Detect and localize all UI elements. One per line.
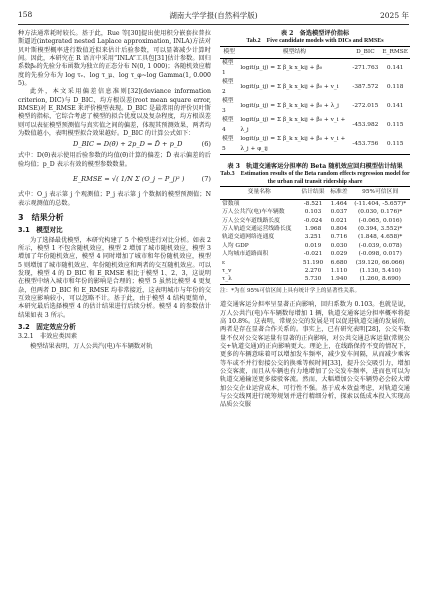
equation-body: E_RMSE = √( 1/N Σ (O_j − P_j)² ) — [73, 175, 185, 184]
paragraph: 为了选择最优模型，本研究构建了 5 个模型进行对比分析。如表 2 所示，模型 1 不包含随机效应，模型 2 增加了城市随机效应，模型 3 增加了年份随机效应，模型 4 同时增加了城市和年份随机效应，模型 5 则增加了城市随机效应、年份随机效应和两者的交互随机效应。可以发现，模型 4 的 D_BIC 和 E_RMSE 相比于模型 1、2、3，这说明在模型中纳入城市和年份的影响是合理的；模型 5 虽然比模型 4 更复杂，但两者 D_BIC 和 E_RMSE 均非常接近，这表明城市与年份的交互效应影响较小，可以忽略不计。基于此，由于模型 4 结构更简单，本研究最后选择模型 4 的估计结果进行后续分析。模型 4 的参数估计结果如表 3 所示。 — [18, 236, 211, 319]
page-number: 158 — [18, 10, 33, 19]
table-cell: 0.804 — [330, 226, 348, 232]
table-header: 模型结构 — [238, 46, 350, 59]
table-cell: logit(μ_ij) = Σ β_k x_kij + β₀ + λ_j — [240, 102, 339, 109]
table-cell: logit(μ_ij) = Σ β_k x_kij + β₀ + v_i — [240, 83, 339, 90]
table3-caption: 表 3 轨道交通客运分担率的 Beta 随机效应回归模型估计结果 — [227, 163, 403, 171]
table-cell: 模型 1 — [222, 60, 234, 76]
table-cell: 0.118 — [386, 83, 404, 90]
equation-7 — [18, 169, 211, 191]
table-header: D_BIC — [350, 46, 380, 59]
table-cell: (0.394, 3.552)* — [358, 226, 403, 232]
table-header: E_RMSE — [380, 46, 410, 59]
table-cell: 模型 5 — [220, 135, 238, 155]
table-header: 标准差 — [328, 187, 351, 200]
table-cell: 5.730 — [298, 275, 327, 284]
table-row — [220, 275, 410, 284]
table-cell: 0.141 — [386, 64, 404, 71]
table-row — [220, 225, 410, 233]
table-cell: (39.120, 66.066) — [355, 259, 405, 266]
paragraph: 此外，本文采用偏差信息准则[32](deviance information criterion, DIC)与 D_BIC、均方根误差(root mean square error, RMSE)对 E_RMSE 来评价模型表现。D_BIC 是最常用的评价贝叶斯模型的指标，它综合考虑了模型的拟合优度以及复杂程度，均方根误差则可以表征模型预测值与真实值之间的偏差，体现其预测效果，两者均为数值越小，表明模型拟合效果越好。D_BIC 的计算公式如下： — [18, 88, 211, 138]
table-cell: (-0.098, 0.017) — [358, 251, 402, 258]
header-rule — [18, 24, 409, 25]
table-cell: 0.021 — [330, 217, 348, 224]
table-row — [220, 267, 410, 275]
table-cell: 0.030 — [330, 242, 348, 249]
equation-body: D_BIC = D(θ̄) + 2p_D = D̄ + p_D — [73, 140, 183, 149]
table-cell: 万人轨道交通运营线路长度 — [222, 226, 292, 232]
table-cell: -453.982 — [352, 121, 379, 128]
table-cell: 1.110 — [330, 268, 348, 275]
table2-caption: 表 2 备选模型评价指标 — [280, 30, 350, 37]
equation-number: (6) — [201, 140, 211, 149]
table-cell: 人均 GDP — [222, 242, 249, 249]
paragraph: 道交通客运分担率呈显著正向影响，回归系数为 0.103。也就是说，万人公共汽(电)车车辆数每增加 1 辆，轨道交通客运分担率概率将提高 10.8%。这表明，常规公交的发展是可以促进轨道交通的发展的，两者是存在显著合作关系的。事实上，已有研究表明[28]，公交车数量不仅对公交客运量有显著的正向影响，对公共交通总客运量(常规公交+轨道交通)的正向影响更大。理论上，在线路保持不变的情况下，更多的车辆意味着可以增加发车频率，减少发车间隔，从而减少乘客等车或不并行衔接公交的换乘等候时间[33]，提升公交吸引力，增加公交客流，而且从车辆也有力地增加了公交发车频率，进而也可以为轨道交通输送更多接驳客流。然而，大幅增加公交车辆势必会较大增加公交企业运营成本，可行性不强。基于成本效益考虑，对轨道交通与公交线网进行统筹规划并进行精细分析，探索以低成本投入实现高品质公交服 — [220, 301, 410, 409]
table-cell: -387.572 — [352, 83, 379, 90]
table-row — [220, 242, 410, 250]
table-row — [220, 259, 410, 267]
table2 — [220, 46, 410, 156]
table-cell: (1.130, 5.410) — [359, 268, 401, 275]
table3-caption-en: Tab.3 Estimation results of the Beta random effects regression model for the urban rail transit ridership share — [220, 171, 410, 185]
table-cell: -8.521 — [303, 200, 323, 207]
table-header: 变量名称 — [220, 187, 298, 200]
table-cell: 2.270 — [304, 268, 322, 275]
table-cell: 0.716 — [330, 234, 348, 241]
subsubsection-heading: 3.2.1 非效应类因素 — [18, 333, 78, 341]
table-cell: 模型 2 — [222, 79, 234, 95]
table-cell: 51.190 — [302, 259, 324, 266]
table2-caption-en: Tab.2 Five candidate models with DICs and RMSEs — [246, 38, 384, 44]
right-column — [220, 30, 410, 410]
table-cell: 0.037 — [330, 209, 348, 216]
table-cell: 模型 3 — [222, 98, 234, 114]
table-cell: 0.019 — [304, 242, 322, 249]
table-row — [220, 233, 410, 241]
table-cell: 常数项 — [222, 200, 240, 207]
table-cell: τ_v — [222, 268, 232, 275]
table-cell: -0.021 — [303, 251, 323, 258]
table-row — [220, 116, 410, 135]
table-cell: 万人公交车道线路长度 — [222, 217, 280, 224]
table-cell: logit(μ_ij) = Σ β_k x_kij + β₀ + v_i + λ_j + φ_ij — [238, 135, 350, 155]
table-cell: (-0.039, 0.078) — [358, 242, 402, 249]
journal-name: 湖南大学学报(自然科学版) — [169, 11, 258, 20]
table-row — [220, 78, 410, 97]
table-cell: -271.763 — [352, 64, 379, 71]
table-row — [220, 97, 410, 116]
table-cell: 人均城市道路面积 — [222, 251, 269, 258]
equation-number: (7) — [201, 175, 211, 184]
table-cell: 0.103 — [304, 209, 322, 216]
table-row — [220, 199, 410, 208]
table-cell: 0.141 — [386, 102, 404, 109]
table-cell: 万人公共汽(电)车车辆数 — [222, 209, 285, 216]
table-cell: 1.968 — [304, 226, 322, 232]
table-row — [220, 59, 410, 79]
subsection-heading: 3.2 固定效应分析 — [18, 322, 76, 331]
table-cell: 0.115 — [380, 135, 410, 155]
subsection-heading: 3.1 模型对比 — [18, 226, 63, 235]
table-cell: -0.024 — [303, 217, 323, 224]
table-cell: 轨道交通网络连通度 — [222, 234, 275, 241]
table-row — [220, 208, 410, 216]
table-cell: (1.848, 4.658)* — [358, 234, 403, 241]
table-cell: 3.251 — [304, 234, 322, 241]
left-column — [18, 30, 211, 351]
table-header: 估计结果 — [298, 187, 327, 200]
table-header-row — [220, 46, 410, 59]
table3 — [220, 186, 410, 285]
paragraph: 式中：D(θ̄)表示使用后验参数的均值(θ̄)计算的偏差；D̄ 表示偏差的后验均值；p_D 表示有效的模型参数数量。 — [18, 152, 211, 168]
table-cell: 1.464 — [330, 200, 348, 207]
equation-6 — [18, 138, 211, 152]
table-cell: 模型 4 — [222, 117, 234, 133]
table-row — [220, 135, 410, 155]
table-cell: (-11.404, -5.657)* — [354, 200, 407, 207]
paragraph: 种方法通常耗时较长。基于此，Rue 等[30]提出使用积分嵌套拉普拉斯逼近(integrated nested Laplace approximation, INLA)方法对贝叶斯模型概率进行数值近似来估计后验参数，可以显著减少计算时间。因此，本研究在 R 语言中采用“INLA”工具包[31]估计参数。回归系数β₀的先验分布函数为独立的正态分布 N(0, 1 000)；各随机效应精度的先验分布为 log τᵥ、log τ_μ、log τ_φ~log Gamma(1, 0.000 5)。 — [18, 30, 211, 88]
table-cell: (1.260, 8.690) — [350, 275, 410, 284]
table-row — [220, 250, 410, 258]
table-cell: τ_λ — [220, 275, 298, 284]
table-cell: logit(μ_ij) = Σ β_k x_kij + β₀ + v_i + λ_j — [240, 117, 346, 133]
journal-year: 2025 年 — [380, 11, 409, 20]
table-header-row — [220, 187, 410, 200]
table-header: 模型 — [220, 46, 238, 59]
table3-note: 注：*为在 95%可信区间上具有统计学上的显著性关系。 — [220, 287, 361, 294]
paragraph: 式中：O_j 表示第 j 个观测值；P_j 表示第 j 个数据的模型预测值；N 表示观测值的总数。 — [18, 191, 211, 207]
table-cell: -272.015 — [352, 102, 379, 109]
paragraph: 模型结果表明，万人公共汽(电)车车辆数对轨 — [30, 342, 153, 350]
table-cell: -453.756 — [350, 135, 380, 155]
table-row — [220, 217, 410, 225]
table-cell: 0.029 — [330, 251, 348, 258]
table-header: 95%可信区间 — [350, 187, 410, 200]
table-cell: 6.680 — [330, 259, 348, 266]
page-header — [18, 10, 409, 22]
table-cell: 1.940 — [328, 275, 351, 284]
table-cell: (0.030, 0.176)* — [358, 209, 403, 216]
section-heading: 3 结果分析 — [18, 212, 64, 222]
table-cell: ε — [222, 259, 226, 266]
table-cell: (-0.065, 0.016) — [358, 217, 402, 224]
table-cell: 0.115 — [386, 121, 404, 128]
table-cell: logit(μ_ij) = Σ β_k x_kij + β₀ — [240, 64, 323, 71]
